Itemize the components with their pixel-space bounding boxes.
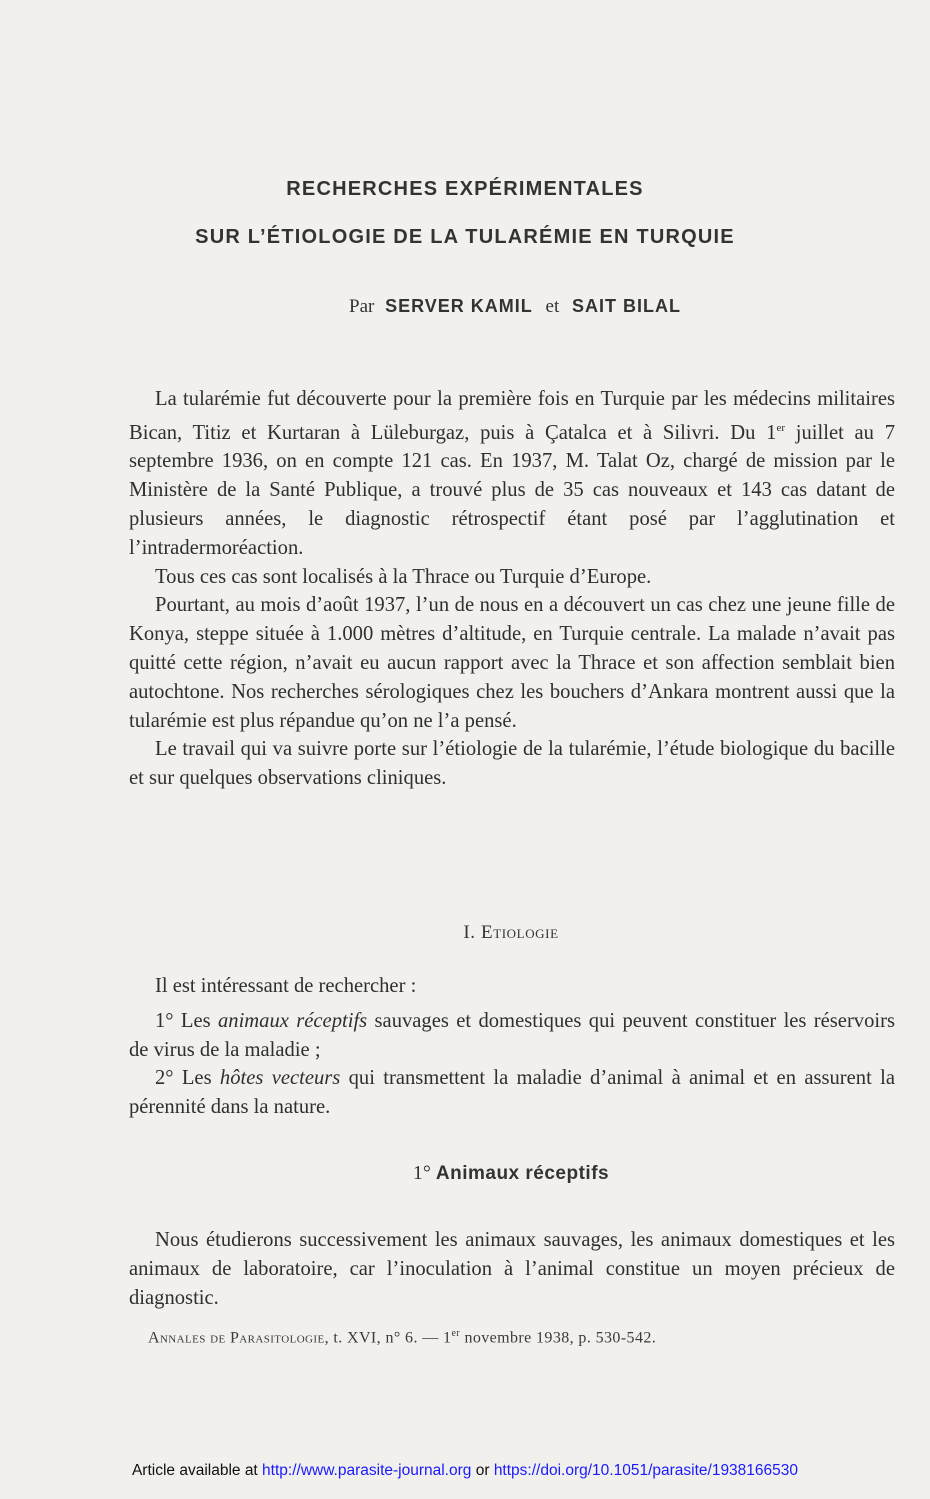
journal-name: Annales de Parasitologie bbox=[148, 1329, 325, 1347]
subsection-number: 1° bbox=[412, 1162, 431, 1184]
subsection-heading bbox=[0, 1162, 930, 1185]
section-intro: Il est intéressant de rechercher : bbox=[155, 975, 417, 997]
journal-link[interactable]: http://www.parasite-journal.org bbox=[262, 1462, 472, 1479]
intro-paragraph-1: La tularémie fut découverte pour la première fois en Turquie par les médecins militaires Bican, Titiz et Kurtaran à Lüleburgaz, puis à Çatalca et à Silivri. Du 1er juillet au 7 septembre 1936, on en compte 121 cas. En 1937, M. Talat Oz, chargé de mission par le Ministère de la Santé Publique, a trouvé plus de 35 cas nouveaux et 143 cas datant de plusieurs années, le diagnostic rétrospectif étant posé par l’agglutination et l’intradermoréaction. bbox=[129, 388, 895, 559]
intro-paragraph-2: Tous ces cas sont localisés à la Thrace ou Turquie d’Europe. bbox=[155, 565, 652, 588]
intro-paragraph-3: Pourtant, au mois d’août 1937, l’un de nous en a découvert un cas chez une jeune fille de Konya, steppe située à 1.000 mètres d’altitude, en Turquie centrale. La malade n’avait pas quitté cette région, n’avait eu aucun rapport avec la Thrace et son affection semblait bien autochtone. Nos recherches sérologiques chez les bouchers d’Ankara montrent aussi que la tularémie est plus répandue qu’on ne l’a pensé. bbox=[129, 594, 895, 732]
list-item-1: 1° Les animaux réceptifs sauvages et domestiques qui peuvent constituer les réservoirs de virus de la maladie ; bbox=[129, 1009, 895, 1061]
subsection-paragraph: Nous étudierons successivement les animaux sauvages, les animaux domestiques et les animaux de laboratoire, car l’inoculation à l’animal constitue un moyen précieux de diagnostic. bbox=[129, 1229, 895, 1309]
journal-citation: Annales de Parasitologie, t. XVI, n° 6. — 1er novembre 1938, p. 530-542. bbox=[148, 1328, 657, 1347]
intro-paragraph-4: Le travail qui va suivre porte sur l’étiologie de la tularémie, l’étude biologique du bacille et sur quelques observations cliniques. bbox=[129, 738, 895, 790]
intro-section bbox=[129, 385, 895, 793]
etiology-section bbox=[129, 972, 895, 1122]
section-heading: I. Etiologie bbox=[463, 922, 559, 943]
author-name-2: SAIT BILAL bbox=[571, 296, 681, 316]
receptive-animals-section bbox=[129, 1226, 895, 1312]
list-item-2: 2° Les hôtes vecteurs qui transmettent la maladie d’animal à animal et en assurent la pérennité dans la nature. bbox=[129, 1067, 895, 1119]
article-title-line-2: SUR L’ÉTIOLOGIE DE LA TULARÉMIE EN TURQUIE bbox=[195, 226, 735, 248]
author-line bbox=[0, 296, 930, 318]
availability-footer: Article available at http://www.parasite-journal.org or https://doi.org/10.1051/parasite/1938166530 bbox=[131, 1462, 799, 1479]
author-conjunction: et bbox=[545, 296, 560, 317]
author-prefix: Par bbox=[349, 296, 375, 317]
doi-link[interactable]: https://doi.org/10.1051/parasite/1938166530 bbox=[493, 1462, 799, 1479]
subsection-title: Animaux réceptifs bbox=[435, 1163, 610, 1184]
author-name-1: SERVER KAMIL bbox=[385, 296, 533, 316]
article-title-line-1: RECHERCHES EXPÉRIMENTALES bbox=[286, 178, 644, 200]
superscript: er bbox=[776, 421, 786, 434]
